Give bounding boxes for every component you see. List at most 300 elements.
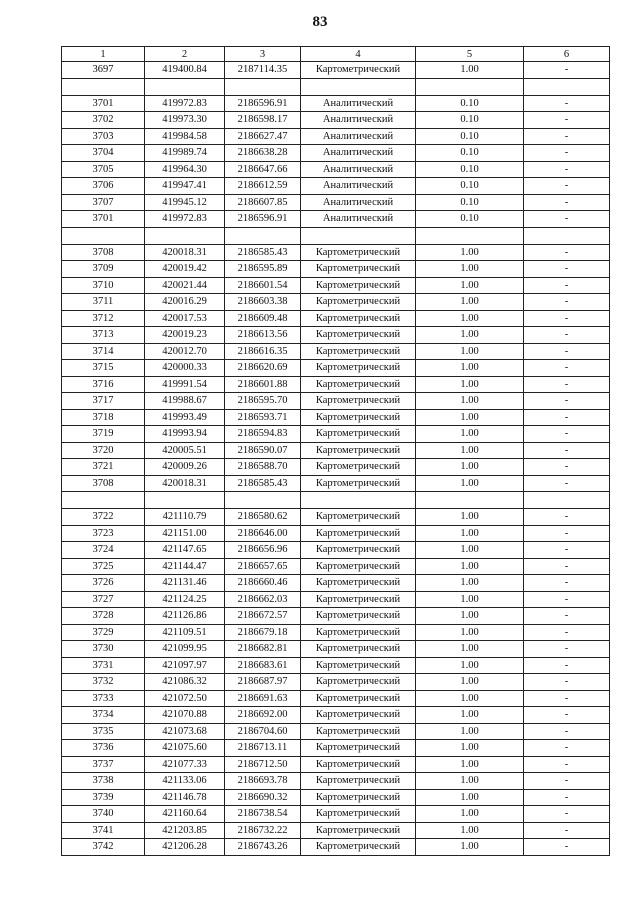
table-row <box>62 839 610 856</box>
method-cell: Аналитический <box>301 194 416 211</box>
column-header: 5 <box>416 47 524 62</box>
note-cell: - <box>524 756 610 773</box>
note-cell: - <box>524 723 610 740</box>
method-cell: Картометрический <box>301 409 416 426</box>
table-row <box>62 657 610 674</box>
point-number-cell: 3735 <box>62 723 145 740</box>
table-row <box>62 740 610 757</box>
table-row <box>62 707 610 724</box>
method-cell: Картометрический <box>301 575 416 592</box>
method-cell: Аналитический <box>301 145 416 162</box>
accuracy-cell: 1.00 <box>416 789 524 806</box>
method-cell: Картометрический <box>301 261 416 278</box>
x-coordinate-cell: 421133.06 <box>145 773 225 790</box>
note-cell <box>524 492 610 509</box>
accuracy-cell: 0.10 <box>416 161 524 178</box>
point-number-cell: 3722 <box>62 509 145 526</box>
x-coordinate-cell: 421124.25 <box>145 591 225 608</box>
point-number-cell: 3708 <box>62 475 145 492</box>
note-cell: - <box>524 327 610 344</box>
y-coordinate-cell: 2186607.85 <box>225 194 301 211</box>
note-cell: - <box>524 475 610 492</box>
table-row <box>62 756 610 773</box>
table-row <box>62 624 610 641</box>
accuracy-cell: 1.00 <box>416 674 524 691</box>
y-coordinate-cell <box>225 78 301 95</box>
y-coordinate-cell: 2186713.11 <box>225 740 301 757</box>
table-row <box>62 822 610 839</box>
accuracy-cell <box>416 492 524 509</box>
accuracy-cell: 1.00 <box>416 244 524 261</box>
table-row <box>62 145 610 162</box>
point-number-cell: 3723 <box>62 525 145 542</box>
point-number-cell: 3720 <box>62 442 145 459</box>
x-coordinate-cell: 421131.46 <box>145 575 225 592</box>
x-coordinate-cell: 420005.51 <box>145 442 225 459</box>
accuracy-cell <box>416 227 524 244</box>
method-cell: Картометрический <box>301 509 416 526</box>
note-cell: - <box>524 95 610 112</box>
note-cell: - <box>524 261 610 278</box>
y-coordinate-cell: 2186601.54 <box>225 277 301 294</box>
point-number-cell: 3707 <box>62 194 145 211</box>
point-number-cell: 3708 <box>62 244 145 261</box>
point-number-cell: 3714 <box>62 343 145 360</box>
y-coordinate-cell: 2186595.70 <box>225 393 301 410</box>
page-number: 83 <box>312 14 328 30</box>
note-cell: - <box>524 178 610 195</box>
table-row <box>62 492 610 509</box>
table-row <box>62 542 610 559</box>
note-cell: - <box>524 575 610 592</box>
table-body <box>62 62 610 856</box>
y-coordinate-cell: 2186601.88 <box>225 376 301 393</box>
table-row <box>62 261 610 278</box>
y-coordinate-cell: 2186585.43 <box>225 475 301 492</box>
method-cell: Картометрический <box>301 558 416 575</box>
point-number-cell: 3706 <box>62 178 145 195</box>
note-cell: - <box>524 211 610 228</box>
x-coordinate-cell: 421146.78 <box>145 789 225 806</box>
method-cell: Картометрический <box>301 773 416 790</box>
point-number-cell: 3727 <box>62 591 145 608</box>
note-cell: - <box>524 442 610 459</box>
method-cell: Картометрический <box>301 542 416 559</box>
accuracy-cell: 1.00 <box>416 575 524 592</box>
x-coordinate-cell: 419984.58 <box>145 128 225 145</box>
point-number-cell: 3726 <box>62 575 145 592</box>
method-cell: Картометрический <box>301 343 416 360</box>
accuracy-cell: 1.00 <box>416 442 524 459</box>
note-cell: - <box>524 294 610 311</box>
accuracy-cell: 1.00 <box>416 723 524 740</box>
method-cell: Картометрический <box>301 657 416 674</box>
method-cell: Картометрический <box>301 690 416 707</box>
y-coordinate-cell <box>225 492 301 509</box>
point-number-cell <box>62 227 145 244</box>
y-coordinate-cell: 2186595.89 <box>225 261 301 278</box>
table-row <box>62 608 610 625</box>
note-cell: - <box>524 112 610 129</box>
y-coordinate-cell: 2186594.83 <box>225 426 301 443</box>
table-row <box>62 128 610 145</box>
method-cell: Картометрический <box>301 244 416 261</box>
point-number-cell: 3703 <box>62 128 145 145</box>
x-coordinate-cell: 421206.28 <box>145 839 225 856</box>
table-row <box>62 442 610 459</box>
point-number-cell: 3732 <box>62 674 145 691</box>
y-coordinate-cell: 2186682.81 <box>225 641 301 658</box>
accuracy-cell: 1.00 <box>416 360 524 377</box>
point-number-cell: 3712 <box>62 310 145 327</box>
method-cell: Аналитический <box>301 178 416 195</box>
table-row <box>62 426 610 443</box>
table-row <box>62 509 610 526</box>
method-cell: Картометрический <box>301 393 416 410</box>
y-coordinate-cell: 2186646.00 <box>225 525 301 542</box>
accuracy-cell <box>416 78 524 95</box>
accuracy-cell: 0.10 <box>416 145 524 162</box>
method-cell: Картометрический <box>301 806 416 823</box>
point-number-cell: 3718 <box>62 409 145 426</box>
table-row <box>62 773 610 790</box>
y-coordinate-cell: 2186627.47 <box>225 128 301 145</box>
method-cell: Картометрический <box>301 525 416 542</box>
accuracy-cell: 1.00 <box>416 740 524 757</box>
note-cell: - <box>524 393 610 410</box>
column-header: 4 <box>301 47 416 62</box>
accuracy-cell: 0.10 <box>416 178 524 195</box>
point-number-cell: 3701 <box>62 95 145 112</box>
note-cell: - <box>524 839 610 856</box>
table-row <box>62 310 610 327</box>
point-number-cell: 3697 <box>62 62 145 79</box>
method-cell: Картометрический <box>301 62 416 79</box>
note-cell: - <box>524 690 610 707</box>
x-coordinate-cell: 421097.97 <box>145 657 225 674</box>
y-coordinate-cell: 2186612.59 <box>225 178 301 195</box>
accuracy-cell: 1.00 <box>416 426 524 443</box>
table-row <box>62 112 610 129</box>
accuracy-cell: 1.00 <box>416 261 524 278</box>
accuracy-cell: 0.10 <box>416 95 524 112</box>
method-cell: Картометрический <box>301 740 416 757</box>
note-cell: - <box>524 459 610 476</box>
x-coordinate-cell: 421070.88 <box>145 707 225 724</box>
note-cell: - <box>524 277 610 294</box>
accuracy-cell: 1.00 <box>416 641 524 658</box>
method-cell <box>301 492 416 509</box>
method-cell: Картометрический <box>301 624 416 641</box>
point-number-cell: 3715 <box>62 360 145 377</box>
table-row <box>62 723 610 740</box>
table-row <box>62 78 610 95</box>
table-row <box>62 277 610 294</box>
table-row <box>62 244 610 261</box>
point-number-cell: 3738 <box>62 773 145 790</box>
y-coordinate-cell: 2186588.70 <box>225 459 301 476</box>
accuracy-cell: 1.00 <box>416 707 524 724</box>
note-cell: - <box>524 624 610 641</box>
x-coordinate-cell: 421160.64 <box>145 806 225 823</box>
note-cell: - <box>524 657 610 674</box>
y-coordinate-cell: 2186660.46 <box>225 575 301 592</box>
x-coordinate-cell: 419988.67 <box>145 393 225 410</box>
accuracy-cell: 1.00 <box>416 657 524 674</box>
note-cell: - <box>524 591 610 608</box>
table-row <box>62 393 610 410</box>
table-row <box>62 62 610 79</box>
note-cell: - <box>524 194 610 211</box>
note-cell: - <box>524 62 610 79</box>
note-cell <box>524 78 610 95</box>
point-number-cell: 3740 <box>62 806 145 823</box>
x-coordinate-cell <box>145 78 225 95</box>
y-coordinate-cell: 2186712.50 <box>225 756 301 773</box>
point-number-cell: 3741 <box>62 822 145 839</box>
note-cell: - <box>524 244 610 261</box>
column-header: 3 <box>225 47 301 62</box>
accuracy-cell: 1.00 <box>416 62 524 79</box>
accuracy-cell: 1.00 <box>416 409 524 426</box>
method-cell: Аналитический <box>301 112 416 129</box>
point-number-cell: 3721 <box>62 459 145 476</box>
note-cell: - <box>524 161 610 178</box>
y-coordinate-cell: 2186687.97 <box>225 674 301 691</box>
y-coordinate-cell: 2186593.71 <box>225 409 301 426</box>
accuracy-cell: 1.00 <box>416 756 524 773</box>
y-coordinate-cell: 2186590.07 <box>225 442 301 459</box>
point-number-cell: 3742 <box>62 839 145 856</box>
table-row <box>62 789 610 806</box>
accuracy-cell: 1.00 <box>416 525 524 542</box>
table-row <box>62 409 610 426</box>
point-number-cell: 3716 <box>62 376 145 393</box>
point-number-cell: 3724 <box>62 542 145 559</box>
table-row <box>62 525 610 542</box>
accuracy-cell: 1.00 <box>416 690 524 707</box>
method-cell: Картометрический <box>301 839 416 856</box>
y-coordinate-cell: 2186732.22 <box>225 822 301 839</box>
point-number-cell: 3702 <box>62 112 145 129</box>
accuracy-cell: 1.00 <box>416 591 524 608</box>
method-cell: Картометрический <box>301 294 416 311</box>
y-coordinate-cell: 2186690.32 <box>225 789 301 806</box>
point-number-cell: 3705 <box>62 161 145 178</box>
x-coordinate-cell: 421110.79 <box>145 509 225 526</box>
accuracy-cell: 1.00 <box>416 310 524 327</box>
method-cell: Картометрический <box>301 442 416 459</box>
accuracy-cell: 0.10 <box>416 128 524 145</box>
note-cell: - <box>524 509 610 526</box>
table-row <box>62 194 610 211</box>
note-cell: - <box>524 376 610 393</box>
method-cell: Картометрический <box>301 310 416 327</box>
accuracy-cell: 1.00 <box>416 327 524 344</box>
x-coordinate-cell: 419993.49 <box>145 409 225 426</box>
x-coordinate-cell: 420000.33 <box>145 360 225 377</box>
y-coordinate-cell: 2186657.65 <box>225 558 301 575</box>
y-coordinate-cell: 2186620.69 <box>225 360 301 377</box>
table-row <box>62 294 610 311</box>
accuracy-cell: 1.00 <box>416 376 524 393</box>
point-number-cell: 3728 <box>62 608 145 625</box>
y-coordinate-cell: 2186683.61 <box>225 657 301 674</box>
note-cell: - <box>524 641 610 658</box>
x-coordinate-cell: 420019.23 <box>145 327 225 344</box>
note-cell: - <box>524 740 610 757</box>
point-number-cell: 3701 <box>62 211 145 228</box>
note-cell: - <box>524 707 610 724</box>
y-coordinate-cell: 2186647.66 <box>225 161 301 178</box>
point-number-cell: 3734 <box>62 707 145 724</box>
accuracy-cell: 1.00 <box>416 459 524 476</box>
y-coordinate-cell: 2187114.35 <box>225 62 301 79</box>
y-coordinate-cell: 2186662.03 <box>225 591 301 608</box>
x-coordinate-cell <box>145 227 225 244</box>
y-coordinate-cell: 2186743.26 <box>225 839 301 856</box>
y-coordinate-cell: 2186679.18 <box>225 624 301 641</box>
table-row <box>62 376 610 393</box>
point-number-cell: 3719 <box>62 426 145 443</box>
point-number-cell: 3725 <box>62 558 145 575</box>
point-number-cell: 3713 <box>62 327 145 344</box>
accuracy-cell: 1.00 <box>416 509 524 526</box>
x-coordinate-cell: 419972.83 <box>145 95 225 112</box>
note-cell <box>524 227 610 244</box>
x-coordinate-cell: 420018.31 <box>145 475 225 492</box>
method-cell <box>301 227 416 244</box>
method-cell: Картометрический <box>301 459 416 476</box>
x-coordinate-cell: 419964.30 <box>145 161 225 178</box>
x-coordinate-cell: 421147.65 <box>145 542 225 559</box>
x-coordinate-cell: 421072.50 <box>145 690 225 707</box>
table-row <box>62 641 610 658</box>
y-coordinate-cell: 2186692.00 <box>225 707 301 724</box>
method-cell: Картометрический <box>301 475 416 492</box>
point-number-cell: 3737 <box>62 756 145 773</box>
x-coordinate-cell: 421109.51 <box>145 624 225 641</box>
table-row <box>62 360 610 377</box>
point-number-cell: 3709 <box>62 261 145 278</box>
accuracy-cell: 0.10 <box>416 112 524 129</box>
note-cell: - <box>524 128 610 145</box>
column-header: 2 <box>145 47 225 62</box>
table-row <box>62 674 610 691</box>
table-row <box>62 459 610 476</box>
x-coordinate-cell: 420009.26 <box>145 459 225 476</box>
note-cell: - <box>524 542 610 559</box>
note-cell: - <box>524 789 610 806</box>
accuracy-cell: 1.00 <box>416 294 524 311</box>
note-cell: - <box>524 525 610 542</box>
accuracy-cell: 1.00 <box>416 393 524 410</box>
accuracy-cell: 1.00 <box>416 822 524 839</box>
point-number-cell: 3739 <box>62 789 145 806</box>
method-cell: Аналитический <box>301 211 416 228</box>
x-coordinate-cell: 420021.44 <box>145 277 225 294</box>
y-coordinate-cell: 2186613.56 <box>225 327 301 344</box>
y-coordinate-cell: 2186704.60 <box>225 723 301 740</box>
y-coordinate-cell: 2186580.62 <box>225 509 301 526</box>
method-cell <box>301 78 416 95</box>
point-number-cell <box>62 492 145 509</box>
column-header: 1 <box>62 47 145 62</box>
method-cell: Аналитический <box>301 95 416 112</box>
x-coordinate-cell: 420017.53 <box>145 310 225 327</box>
y-coordinate-cell: 2186609.48 <box>225 310 301 327</box>
x-coordinate-cell: 421075.60 <box>145 740 225 757</box>
accuracy-cell: 1.00 <box>416 806 524 823</box>
table-header-row <box>62 47 610 62</box>
y-coordinate-cell: 2186585.43 <box>225 244 301 261</box>
table-row <box>62 690 610 707</box>
y-coordinate-cell: 2186598.17 <box>225 112 301 129</box>
x-coordinate-cell: 421126.86 <box>145 608 225 625</box>
accuracy-cell: 0.10 <box>416 211 524 228</box>
point-number-cell <box>62 78 145 95</box>
x-coordinate-cell: 421086.32 <box>145 674 225 691</box>
table-row <box>62 227 610 244</box>
x-coordinate-cell: 421073.68 <box>145 723 225 740</box>
note-cell: - <box>524 145 610 162</box>
note-cell: - <box>524 360 610 377</box>
point-number-cell: 3730 <box>62 641 145 658</box>
table-row <box>62 806 610 823</box>
note-cell: - <box>524 558 610 575</box>
x-coordinate-cell: 421144.47 <box>145 558 225 575</box>
x-coordinate-cell: 419400.84 <box>145 62 225 79</box>
method-cell: Аналитический <box>301 128 416 145</box>
method-cell: Картометрический <box>301 426 416 443</box>
method-cell: Картометрический <box>301 327 416 344</box>
note-cell: - <box>524 822 610 839</box>
accuracy-cell: 0.10 <box>416 194 524 211</box>
method-cell: Картометрический <box>301 789 416 806</box>
point-number-cell: 3717 <box>62 393 145 410</box>
x-coordinate-cell: 419993.94 <box>145 426 225 443</box>
column-header: 6 <box>524 47 610 62</box>
x-coordinate-cell: 421203.85 <box>145 822 225 839</box>
accuracy-cell: 1.00 <box>416 558 524 575</box>
y-coordinate-cell: 2186656.96 <box>225 542 301 559</box>
method-cell: Картометрический <box>301 707 416 724</box>
x-coordinate-cell: 419989.74 <box>145 145 225 162</box>
y-coordinate-cell: 2186672.57 <box>225 608 301 625</box>
note-cell: - <box>524 806 610 823</box>
y-coordinate-cell: 2186693.78 <box>225 773 301 790</box>
method-cell: Картометрический <box>301 376 416 393</box>
point-number-cell: 3731 <box>62 657 145 674</box>
accuracy-cell: 1.00 <box>416 542 524 559</box>
table-row <box>62 475 610 492</box>
accuracy-cell: 1.00 <box>416 277 524 294</box>
method-cell: Аналитический <box>301 161 416 178</box>
point-number-cell: 3736 <box>62 740 145 757</box>
accuracy-cell: 1.00 <box>416 624 524 641</box>
y-coordinate-cell <box>225 227 301 244</box>
table-row <box>62 558 610 575</box>
method-cell: Картометрический <box>301 277 416 294</box>
note-cell: - <box>524 343 610 360</box>
x-coordinate-cell: 420016.29 <box>145 294 225 311</box>
note-cell: - <box>524 310 610 327</box>
x-coordinate-cell <box>145 492 225 509</box>
table-row <box>62 161 610 178</box>
accuracy-cell: 1.00 <box>416 343 524 360</box>
y-coordinate-cell: 2186596.91 <box>225 95 301 112</box>
method-cell: Картометрический <box>301 641 416 658</box>
